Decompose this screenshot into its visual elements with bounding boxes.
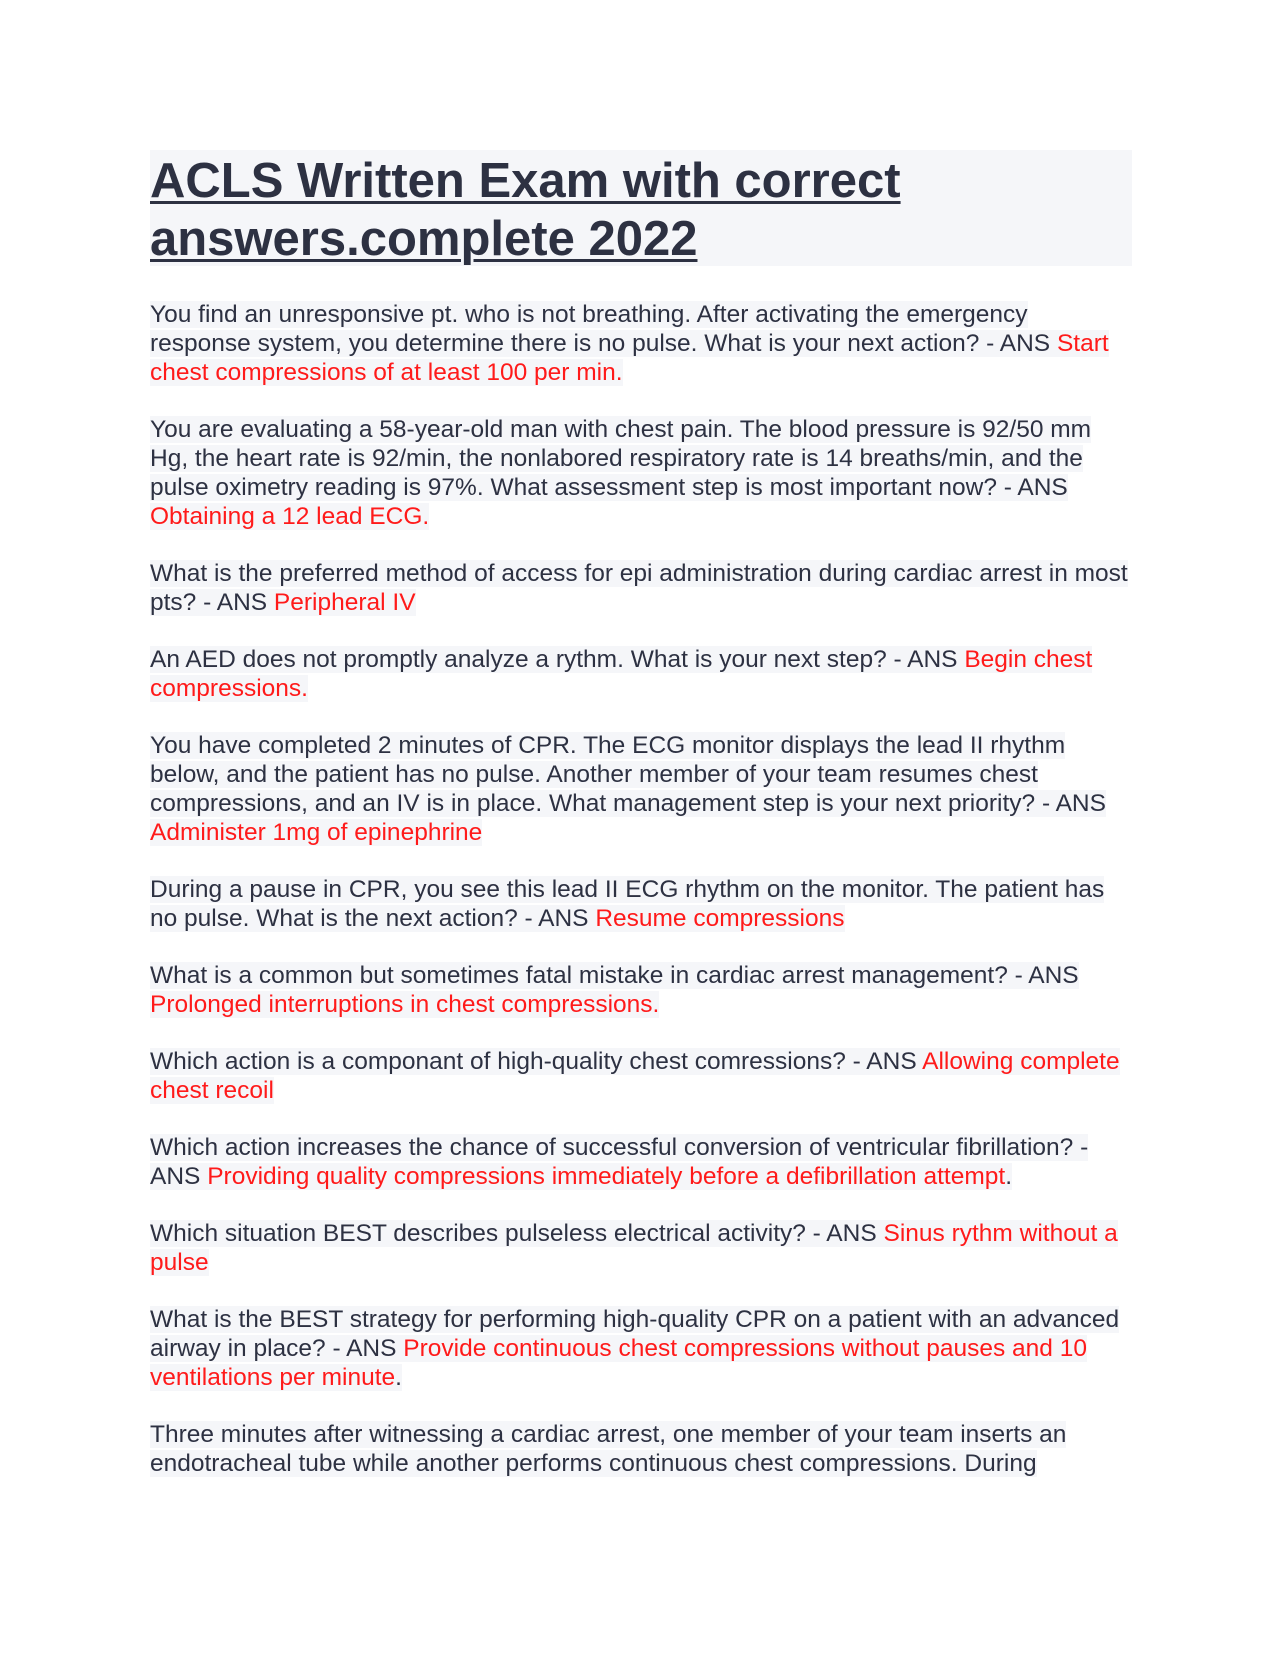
question-text: You find an unresponsive pt. who is not breathing. After activating the emergency response system, you determine there is no pulse. What is your next action? - ANS [150, 301, 1051, 357]
qa-item [150, 1047, 1132, 1105]
page-title [150, 152, 1132, 268]
question-text: Which action increases the chance of successful conversion of ventricular fibrillation? - ANS [150, 1134, 1089, 1190]
document-page [150, 150, 1132, 1506]
answer-text: Prolonged interruptions in chest compressions. [150, 991, 660, 1018]
qa-item [150, 961, 1132, 1019]
answer-text: Providing quality compressions immediately before a defibrillation attempt [207, 1163, 1006, 1190]
title-line-2: answers.complete 2022 [150, 212, 698, 266]
answer-text: Start chest compressions of at least 100 per min. [150, 330, 1109, 386]
answer-text: Administer 1mg of epinephrine [150, 819, 483, 846]
title-line-1: ACLS Written Exam with correct [150, 154, 901, 208]
question-text: What is the preferred method of access for epi administration during cardiac arrest in most pts? - ANS [150, 560, 1128, 616]
question-text: You have completed 2 minutes of CPR. The ECG monitor displays the lead II rhythm below, and the patient has no pulse. Another member of your team resumes chest compressions, and an IV is in place. What management step is your next priority? - ANS [150, 732, 1106, 817]
answer-text: Obtaining a 12 lead ECG. [150, 503, 430, 530]
question-text: Which situation BEST describes pulseless electrical activity? - ANS [150, 1220, 877, 1247]
qa-item [150, 1133, 1132, 1191]
question-text: You are evaluating a 58-year-old man with chest pain. The blood pressure is 92/50 mm Hg, the heart rate is 92/min, the nonlabored respiratory rate is 14 breaths/min, and the pulse oximetry reading is 97%. What assessment step is most important now? - ANS [150, 416, 1092, 501]
answer-text: Allowing complete chest recoil [150, 1048, 1120, 1104]
qa-item [150, 645, 1132, 703]
qa-item [150, 300, 1132, 387]
question-text: Which action is a componant of high-quality chest comressions? - ANS [150, 1048, 917, 1075]
question-text: During a pause in CPR, you see this lead II ECG rhythm on the monitor. The patient has no pulse. What is the next action? - ANS [150, 876, 1105, 932]
qa-item [150, 875, 1132, 933]
title-block [150, 150, 1132, 266]
qa-item [150, 415, 1132, 531]
answer-text: Begin chest compressions. [150, 646, 1093, 702]
question-text: An AED does not promptly analyze a rythm. What is your next step? - ANS [150, 646, 958, 673]
answer-trailing: . [395, 1364, 402, 1391]
qa-item [150, 559, 1132, 617]
answer-text: Resume compressions [595, 905, 845, 932]
qa-item [150, 1219, 1132, 1277]
qa-item [150, 1420, 1132, 1478]
answer-text: Peripheral IV [273, 589, 416, 616]
qa-item [150, 731, 1132, 847]
question-text: What is the BEST strategy for performing high-quality CPR on a patient with an advanced airway in place? - ANS [150, 1306, 1120, 1362]
answer-text: Provide continuous chest compressions without pauses and 10 ventilations per minute [150, 1335, 1087, 1391]
answer-text: Sinus rythm without a pulse [150, 1220, 1118, 1276]
qa-item [150, 1305, 1132, 1392]
question-text: Three minutes after witnessing a cardiac arrest, one member of your team inserts an endotracheal tube while another performs continuous chest compressions. During [150, 1421, 1067, 1477]
question-text: What is a common but sometimes fatal mistake in cardiac arrest management? - ANS [150, 962, 1079, 989]
answer-trailing: . [1005, 1163, 1013, 1190]
